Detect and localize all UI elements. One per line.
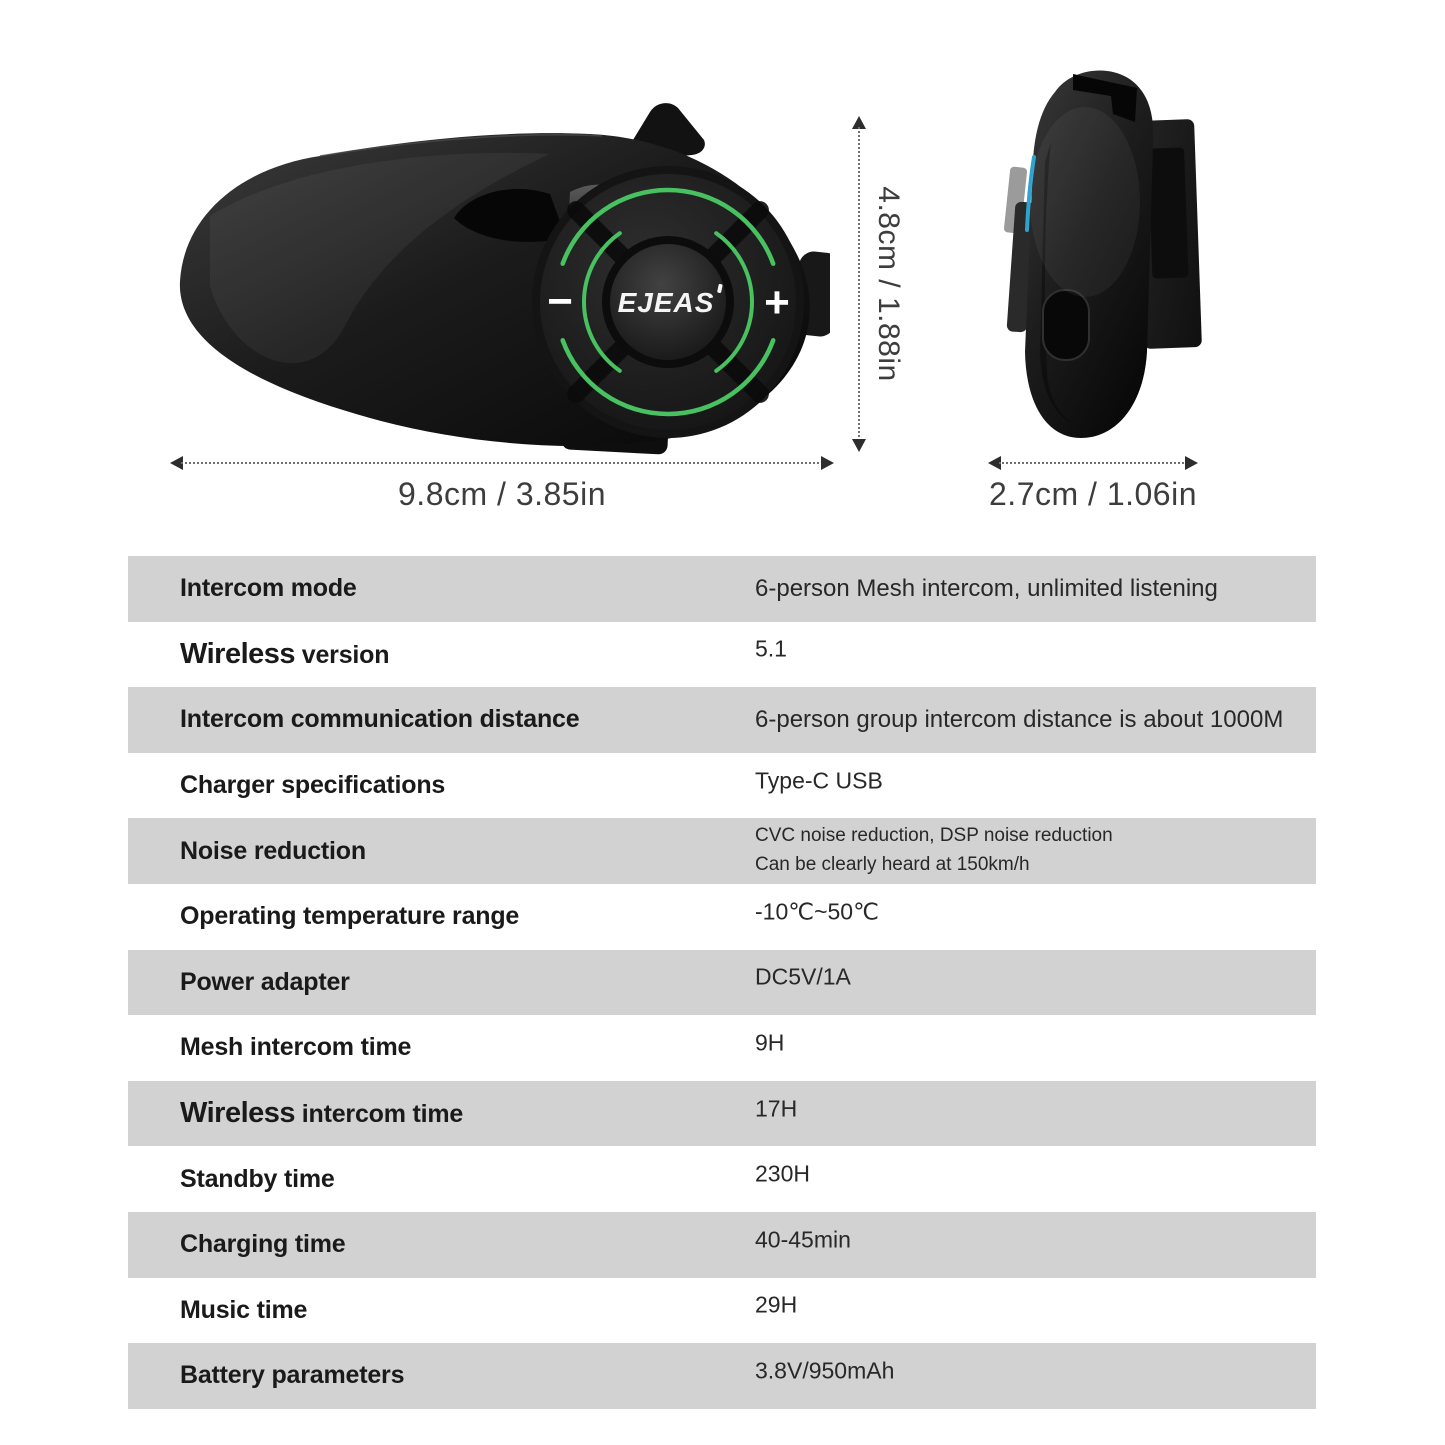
table-row: [128, 753, 1316, 819]
spec-value-line: CVC noise reduction, DSP noise reduction: [755, 825, 1113, 847]
spec-value-line: Type-C USB: [755, 767, 883, 794]
spec-value-line: -10℃~50℃: [755, 898, 879, 925]
spec-label: [128, 1033, 411, 1062]
spec-value-line: 6-person group intercom distance is about 1000M: [755, 705, 1284, 733]
spec-label-text: Wireless: [180, 637, 296, 670]
spec-label: [128, 574, 357, 603]
spec-value-line: 6-person Mesh intercom, unlimited listening: [755, 574, 1218, 602]
device-side-view-image: [985, 52, 1213, 452]
spec-label: [128, 837, 366, 866]
spec-value: [755, 1095, 797, 1122]
spec-value-line: 17H: [755, 1095, 798, 1122]
brand-logo: EJEAS: [617, 287, 715, 318]
table-row: [128, 1146, 1316, 1212]
width-dimension-label: 9.8cm / 3.85in: [398, 476, 606, 512]
spec-label-text: Operating temperature range: [180, 902, 520, 931]
spec-label: [128, 705, 579, 734]
height-dimension: [851, 116, 867, 452]
spec-label: [128, 1296, 307, 1325]
spec-label-text: Intercom mode: [180, 574, 357, 603]
arrow-down-icon: [852, 439, 866, 452]
spec-value: [755, 821, 1113, 879]
spec-value: [755, 1161, 810, 1188]
spec-label-text: Battery parameters: [180, 1361, 405, 1390]
spec-table: [128, 556, 1316, 1409]
height-dimension-label: 4.8cm / 1.88in: [872, 186, 905, 382]
device-front-view-image: [170, 96, 830, 458]
spec-value: [755, 575, 1218, 603]
table-row: [128, 1081, 1316, 1147]
arrow-right-icon: [1185, 456, 1198, 470]
spec-label: [128, 1361, 404, 1390]
spec-value-line: Can be clearly heard at 150km/h: [755, 854, 1030, 876]
spec-label-text: Standby time: [180, 1164, 335, 1193]
table-row: [128, 687, 1316, 753]
spec-value: [755, 1292, 797, 1319]
spec-value: [755, 964, 851, 991]
spec-label: [128, 1165, 335, 1194]
spec-value: [755, 767, 883, 794]
spec-label: [128, 1230, 345, 1259]
spec-value-line: 40-45min: [755, 1226, 851, 1253]
spec-label: [128, 968, 350, 997]
side-key: [1043, 290, 1089, 360]
hero-section: [0, 0, 1445, 556]
arrow-right-icon: [821, 456, 834, 470]
spec-label-text: intercom time: [295, 1100, 464, 1129]
spec-label-text: Noise reduction: [180, 836, 366, 865]
spec-value-line: 29H: [755, 1291, 798, 1318]
spec-label-text: Power adapter: [180, 967, 350, 996]
spec-value-line: DC5V/1A: [755, 963, 851, 990]
table-row: [128, 1278, 1316, 1344]
table-row: [128, 950, 1316, 1016]
table-row: [128, 1212, 1316, 1278]
spec-value: [755, 1029, 784, 1056]
depth-dimension: [988, 456, 1198, 512]
spec-label: [128, 1097, 463, 1130]
spec-label-text: version: [295, 640, 390, 669]
spec-value-line: 230H: [755, 1160, 810, 1187]
spec-label-text: Music time: [180, 1295, 308, 1324]
spec-label: [128, 902, 519, 931]
table-row: [128, 556, 1316, 622]
spec-label: [128, 638, 389, 671]
depth-dimension-label: 2.7cm / 1.06in: [989, 476, 1197, 512]
table-row: [128, 818, 1316, 884]
control-dial: [532, 166, 804, 438]
spec-label: [128, 771, 445, 800]
spec-value-line: 9H: [755, 1029, 785, 1056]
spec-value-line: 3.8V/950mAh: [755, 1357, 895, 1384]
spec-label-text: Charging time: [180, 1230, 346, 1259]
spec-label-text: Charger specifications: [180, 771, 446, 800]
spec-value: [755, 1226, 851, 1253]
table-row: [128, 1343, 1316, 1409]
spec-value: [755, 1357, 894, 1384]
spec-value: [755, 706, 1283, 734]
spec-label-text: Intercom communication distance: [180, 705, 580, 734]
spec-label-text: Mesh intercom time: [180, 1033, 412, 1062]
table-row: [128, 884, 1316, 950]
dimension-line: [858, 127, 860, 441]
table-row: [128, 622, 1316, 688]
spec-label-text: Wireless: [180, 1097, 296, 1130]
spec-value: [755, 636, 787, 663]
dimension-line: [999, 462, 1187, 464]
width-dimension: [170, 456, 834, 512]
volume-minus-label: −: [547, 277, 573, 326]
spec-value-line: 5.1: [755, 635, 787, 662]
table-row: [128, 1015, 1316, 1081]
volume-plus-label: +: [764, 278, 790, 327]
spec-value: [755, 898, 879, 925]
side-gloss: [1030, 107, 1140, 297]
dimension-line: [181, 462, 823, 464]
